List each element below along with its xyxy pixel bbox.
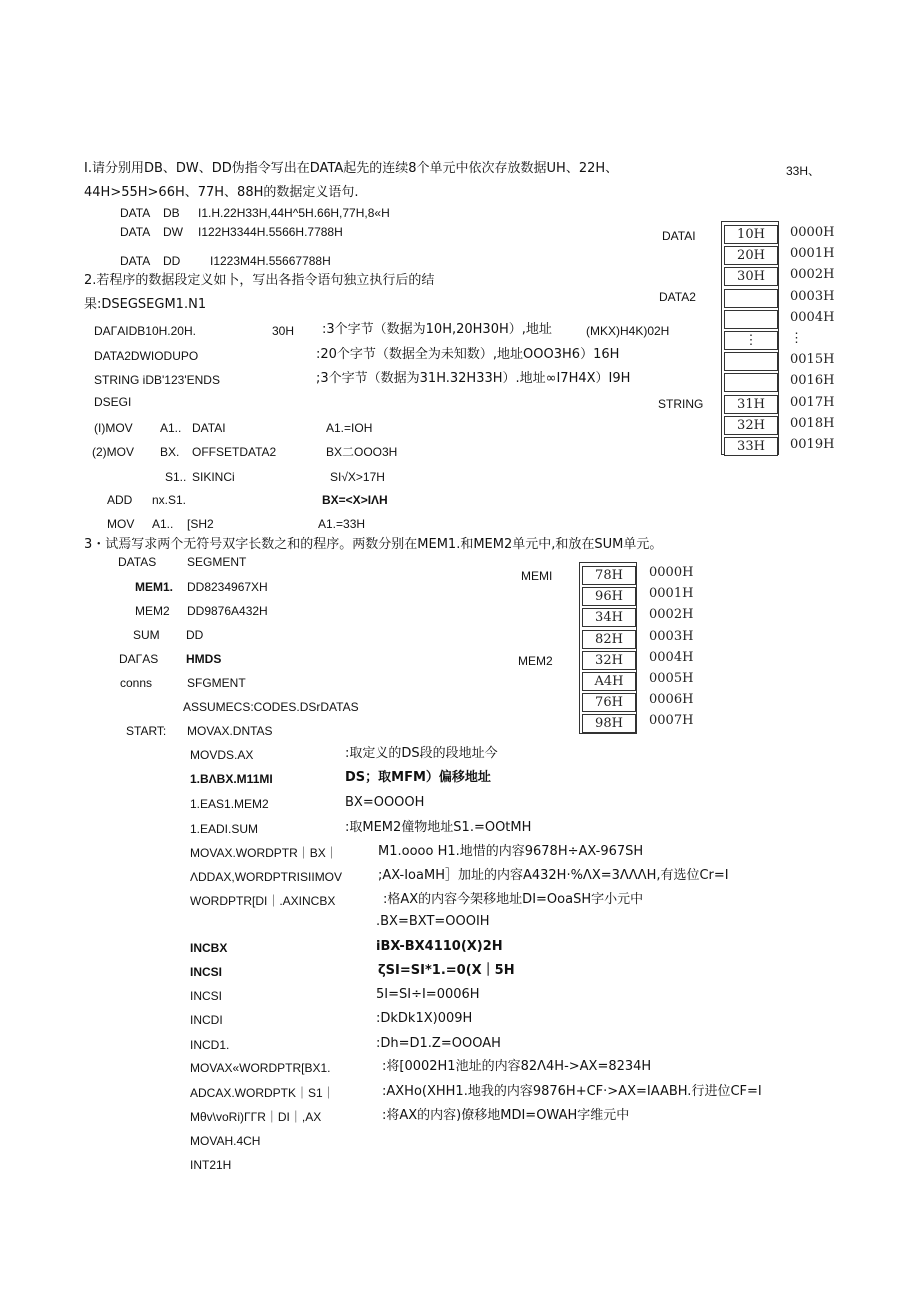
q2-intro: 2.若程序的数据段定义如卜，写出各指令语句独立执行后的结 xyxy=(84,273,435,288)
q2-i3-r: SI√X>17H xyxy=(330,470,385,484)
memory-cell xyxy=(724,352,778,371)
table1-label-string: STRING xyxy=(658,397,704,411)
memory-address: 0016H xyxy=(790,373,835,389)
memory-cell: 10H xyxy=(724,225,778,244)
q3-mem2-a: MEM2 xyxy=(135,604,170,618)
q1-dd-label: DATA xyxy=(120,254,151,268)
memory-cell: 32H xyxy=(582,651,636,670)
q3-comment-line: :取MEM2僮物地址S1.=OOtMH xyxy=(345,820,532,835)
q2-i1-c: DATAI xyxy=(192,421,226,435)
q3-comment-line: 5I=SI÷I=0006H xyxy=(376,987,480,1002)
q1-line1: I.请分别用DB、DW、DD伪指令写出在DATA起先的连续8个单元中依次存放数据UH、22H、 xyxy=(84,161,619,176)
q3-comment-line: :将[0002H1池址的内容82Λ4H->AX=8234H xyxy=(382,1059,652,1074)
q3-code-line: INT21H xyxy=(190,1158,232,1172)
q2-i5-a: MOV xyxy=(107,517,135,531)
q2-l1-mid: 30H xyxy=(272,324,295,338)
q3-ends-b: HMDS xyxy=(186,652,222,666)
q3-code-a: conns xyxy=(120,676,153,690)
q2-i2-c: OFFSETDATA2 xyxy=(192,445,277,459)
table2-label-mem1: MEMI xyxy=(521,569,553,583)
q3-comment-line: :将AX的内容)僚移地MDI=OWAH字维元中 xyxy=(382,1108,630,1123)
q3-comment-line: :AXHo(XHH1.地我的内容9876H+CF·>AX=IAABH.行进位CF=I xyxy=(382,1084,762,1099)
memory-cell: A4H xyxy=(582,672,636,691)
q2-intro2: 果:DSEGSEGM1.N1 xyxy=(84,297,207,312)
q3-code-line: ADCAX.WORDPTK｜S1｜ xyxy=(190,1086,335,1100)
q2-i3-c: SIKINCi xyxy=(192,470,235,484)
memory-cell: ⋮ xyxy=(724,331,778,350)
q3-code-line: MOVAX.WORDPTR｜BX｜ xyxy=(190,846,338,860)
memory-address: 0000H xyxy=(790,225,835,240)
q3-sum-b: DD xyxy=(186,628,204,642)
q3-code-line: INCSI xyxy=(190,965,223,979)
memory-address: ⋮ xyxy=(790,331,803,346)
q2-l3-comment: ;3个字节（数据为31H.32H33H）.地址∞I7H4X）I9H xyxy=(316,371,631,386)
q3-code-line: ΛDDAX,WORDPTRISIIMOV xyxy=(190,870,343,884)
q3-assume: ASSUMECS:CODES.DSrDATAS xyxy=(183,700,359,714)
q3-comment-line: M1.oooo H1.地惜的内容9678H÷AX-967SH xyxy=(378,844,644,859)
q3-code-line: 1.EAS1.MEM2 xyxy=(190,797,269,811)
memory-address: 0003H xyxy=(790,288,835,304)
q2-l2-code: DATA2DWIODUPO xyxy=(94,349,199,363)
q3-comment-line: :Dh=D1.Z=OOOAH xyxy=(376,1036,501,1051)
q3-start-a: START: xyxy=(126,724,167,738)
q3-code-line: MOVDS.AX xyxy=(190,748,254,762)
q3-mem1-a: MEM1. xyxy=(135,580,174,594)
q3-code-line: INCD1. xyxy=(190,1038,230,1052)
q3-code-b: SFGMENT xyxy=(187,676,246,690)
memory-address: 0007H xyxy=(649,713,694,729)
q3-mem2-b: DD9876A432H xyxy=(187,604,268,618)
q3-datas-b: SEGMENT xyxy=(187,555,247,569)
q1-dw-arg: I122H3344H.5566H.7788H xyxy=(198,225,343,239)
q1-db-arg: I1.H.22H33H,44H^5H.66H,77H,8«H xyxy=(198,206,390,220)
memory-address: 0017H xyxy=(790,394,835,410)
q2-i4-a: ADD xyxy=(107,493,133,507)
memory-address: 0000H xyxy=(649,565,694,580)
q2-i2-r: BX二OOO3H xyxy=(326,445,398,459)
memory-cell xyxy=(724,373,778,392)
q1-db-label: DATA xyxy=(120,206,151,220)
q1-line2: 44H>55H>66H、77H、88H的数据定义语句. xyxy=(84,185,359,200)
q2-i4-b: nx.S1. xyxy=(152,493,187,507)
memory-cell: 78H xyxy=(582,566,636,585)
q2-i1-r: A1.=IOH xyxy=(326,421,373,435)
q3-code-line: INCSI xyxy=(190,989,223,1003)
q3-code-line: INCDI xyxy=(190,1013,223,1027)
memory-cell: 76H xyxy=(582,693,636,712)
memory-address: 0005H xyxy=(649,671,694,686)
q2-l2-comment: :20个字节（数据全为未知数）,地址OOO3H6）16H xyxy=(316,347,620,362)
memory-address: 0018H xyxy=(790,415,835,431)
q2-i5-r: A1.=33H xyxy=(318,517,366,531)
table1-label-data1: DATAI xyxy=(662,229,696,243)
q3-mem1-b: DD8234967XH xyxy=(187,580,268,594)
q1-line1-tail: 33H、 xyxy=(786,164,821,178)
memory-cell: 33H xyxy=(724,437,778,456)
q2-i4-r: BX=<X>IΛH xyxy=(322,493,388,507)
q2-i5-c: [SH2 xyxy=(187,517,214,531)
q3-sum-a: SUM xyxy=(133,628,160,642)
q3-comment-line: iBX-BX4110(X)2H xyxy=(376,939,503,954)
memory-table-1 xyxy=(721,221,779,455)
memory-address: 0006H xyxy=(649,692,694,708)
memory-address: 0002H xyxy=(790,267,835,283)
q3-comment-line: BX=OOOOH xyxy=(345,795,425,810)
memory-address: 0001H xyxy=(790,246,835,262)
q3-start-b: MOVAX.DNTAS xyxy=(187,724,273,738)
q3-comment-line: .BX=BXT=OOOIH xyxy=(376,914,490,929)
q2-i2-b: BX. xyxy=(160,445,180,459)
q3-code-line: 1.EADI.SUM xyxy=(190,822,259,836)
q2-l3-code: STRING iDB'123'ENDS xyxy=(94,373,220,387)
q3-comment-line: ;AX-IoaMH］加址的内容A432H·%ΛX=3ΛΛΛH,有选位Cr=I xyxy=(378,868,729,883)
memory-cell xyxy=(724,310,778,329)
q2-i1-b: A1.. xyxy=(160,421,182,435)
q2-l1-code: DAΓAIDB10H.20H. xyxy=(94,324,196,338)
memory-address: 0003H xyxy=(649,628,694,644)
q3-code-line: Mθv\voRi)ΓΓR｜DI｜,AX xyxy=(190,1110,322,1124)
q3-code-line: INCBX xyxy=(190,941,228,955)
memory-address: 0019H xyxy=(790,437,835,452)
q1-db-op: DB xyxy=(163,206,180,220)
q3-code-line: 1.BΛBX.M11MI xyxy=(190,772,273,786)
memory-cell: 34H xyxy=(582,608,636,627)
memory-address: 0015H xyxy=(790,352,835,368)
memory-cell: 98H xyxy=(582,714,636,733)
memory-cell: 20H xyxy=(724,246,778,265)
memory-address: 0001H xyxy=(649,586,694,602)
q3-comment-line: DS；取MFM）偏移地址 xyxy=(345,770,491,785)
table2-label-mem2: MEM2 xyxy=(518,654,553,668)
memory-cell: 96H xyxy=(582,587,636,606)
q3-comment-line: :取定义的DS段的段地址今 xyxy=(345,746,498,761)
q3-code-line: WORDPTR[DI｜.AXINCBX xyxy=(190,894,336,908)
memory-table-2 xyxy=(579,562,637,734)
memory-cell: 30H xyxy=(724,267,778,286)
q2-i3-b: S1.. xyxy=(165,470,187,484)
q3-comment-line: :格AX的内容今架移地址DI=OoaSH字小元中 xyxy=(383,892,644,907)
q2-l1-addr: (MKX)H4K)02H xyxy=(586,324,670,338)
q2-i5-b: A1.. xyxy=(152,517,174,531)
q3-ends-a: DAΓAS xyxy=(119,652,159,666)
memory-address: 0004H xyxy=(649,649,694,665)
q3-intro: 3・试焉写求两个无符号双字长数之和的程序。两数分别在MEM1.和MEM2单元中,和放在SUM单元。 xyxy=(84,537,663,552)
q2-l4: DSEGI xyxy=(94,395,132,409)
q3-code-line: MOVAX«WORDPTR[BX1. xyxy=(190,1061,331,1075)
q2-l1-comment: :3个字节（数据为10H,20H30H）,地址 xyxy=(322,322,552,337)
q1-dd-op: DD xyxy=(163,254,181,268)
q1-dw-label: DATA xyxy=(120,225,151,239)
q3-comment-line: ζSI=SI*1.=0(X｜5H xyxy=(378,963,515,978)
q3-code-line: MOVAH.4CH xyxy=(190,1134,261,1148)
memory-address: 0002H xyxy=(649,607,694,623)
q1-dd-arg: I1223M4H.55667788H xyxy=(210,254,331,268)
memory-cell: 31H xyxy=(724,395,778,414)
memory-cell: 82H xyxy=(582,630,636,649)
q1-dw-op: DW xyxy=(163,225,183,239)
memory-address: 0004H xyxy=(790,309,835,325)
q3-datas-a: DATAS xyxy=(118,555,157,569)
q2-i2-a: (2)MOV xyxy=(92,445,134,459)
q3-comment-line: :DkDk1X)009H xyxy=(376,1011,473,1026)
memory-cell xyxy=(724,289,778,308)
table1-label-data2: DATA2 xyxy=(659,290,696,304)
q2-i1-a: (I)MOV xyxy=(94,421,133,435)
memory-cell: 32H xyxy=(724,416,778,435)
